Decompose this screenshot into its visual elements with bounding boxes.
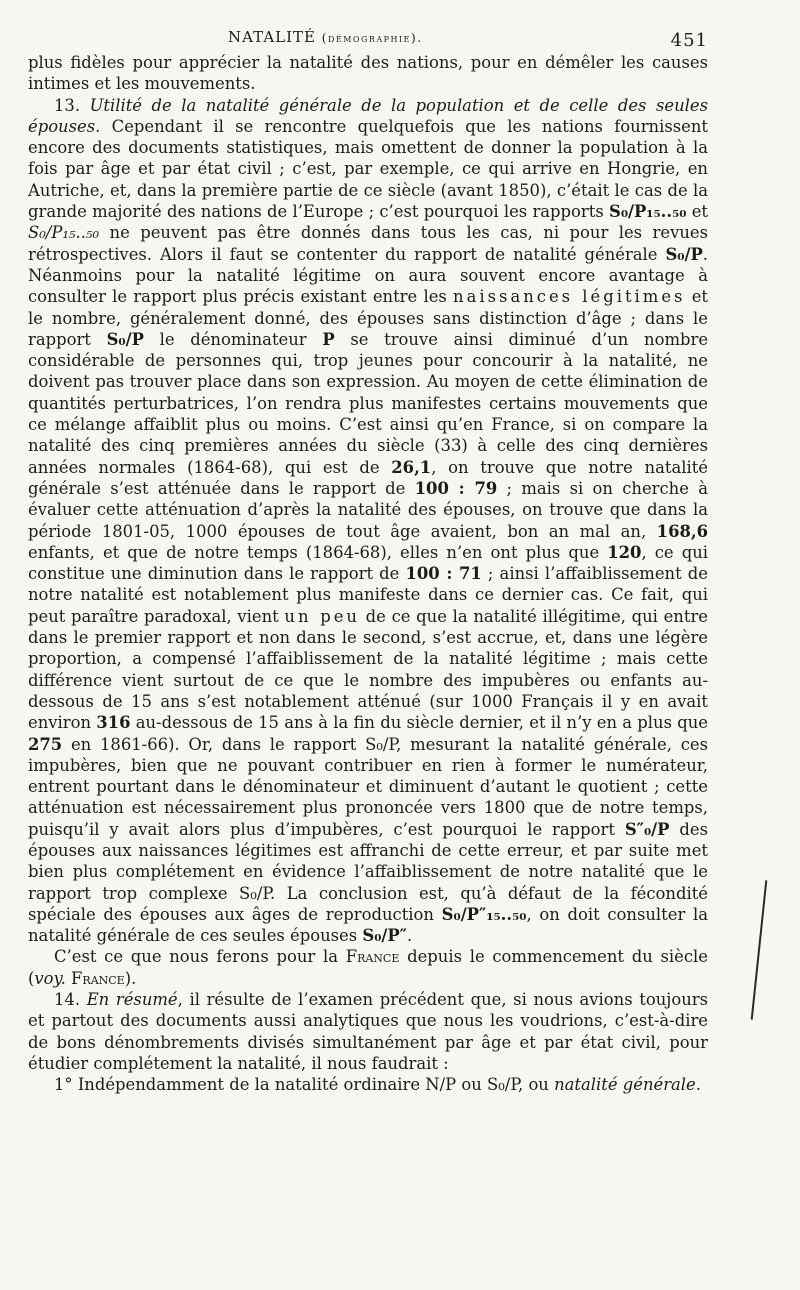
text-run: depuis le commencement du siècle ( (28, 947, 708, 988)
text-run-spaced: un peu (284, 606, 360, 626)
text-run-it: En résumé (86, 990, 178, 1010)
text-run: , on trouve que notre natalité générale s’est atténuée dans le rapport de (28, 457, 709, 498)
text-run: et (686, 202, 708, 222)
text-run-it: natalité générale (554, 1075, 696, 1095)
running-title (228, 28, 423, 46)
text-run: 14. (54, 990, 87, 1010)
running-title-sub: (démographie). (321, 31, 423, 45)
paragraph (28, 95, 708, 947)
text-run: 1° Indépendamment de la natalité ordinaire N/P ou S₀/P, ou (54, 1075, 555, 1095)
text-run: ). (124, 968, 137, 988)
text-run-b: 275 (28, 734, 63, 754)
text-run-it: S₀/P₁₅..₅₀ (28, 223, 100, 243)
paragraph (28, 52, 708, 95)
running-title-main: NATALITÉ (228, 28, 316, 46)
text-run: ne peuvent pas être donnés dans tous les cas, ni pour les revues rétrospectives. Alors il faut se contenter du rapport de natalité générale (28, 223, 708, 264)
text-run-b: 120 (607, 542, 642, 562)
text-run-b: S₀/P (106, 329, 144, 349)
text-run: de ce que la natalité illégitime, qui entre dans le premier rapport et non dans le second, s’est accrue, et, dans une légère proportion, a compensé l’affaiblissement de la natalité légitime ; mais cette différence vient surtout de ce que le nombre des impubères ou enfants au-dessous de 15 ans s’est notablement atténué (sur 1000 Français il y en avait environ (28, 606, 708, 733)
text-run-b: P (322, 329, 335, 349)
text-run-it: voy. (34, 968, 66, 988)
text-run: , on doit consulter la natalité générale de ces seules épouses (28, 904, 708, 946)
text-run-b: 26,1 (391, 457, 432, 477)
margin-pencil-mark (751, 880, 768, 1019)
text-run-it: Utilité de la natalité générale de la population et de celle des seules épouses. (28, 95, 708, 136)
text-run-b: S₀/P″ (362, 926, 408, 946)
text-run: plus fidèles pour apprécier la natalité des nations, pour en démêler les causes intimes et les mouvements. (28, 53, 708, 94)
text-run-b: 168,6 (656, 521, 708, 541)
paragraph (28, 946, 708, 989)
text-run: . (407, 926, 413, 946)
text-run-b: 100 : 71 (405, 564, 482, 584)
text-run: se trouve ainsi diminué d’un nombre considérable de personnes qui, trop jeunes pour concourir à la natalité, ne doivent pas trouver place dans son expression. Au moyen de cette élimination de quantités perturbatrices, l’on rendra plus manifestes certains mouvements que ce mélange affaiblit plus ou moins. C’est ainsi qu’en France, si on compare la natalité des cinq premières années du siècle (33) à celle des cinq dernières années normales (1864-68), qui est de (28, 329, 709, 477)
text-run: , ce qui constitue une diminution dans le rapport de (28, 542, 708, 584)
document-page (28, 10, 708, 1280)
text-run: en 1861-66). Or, dans le rapport S₀/P, mesurant la natalité générale, ces impubères, bien que ne pouvant contribuer en rien à former le numérateur, entrent pourtant dans le dénominateur et diminuent d’autant le quotient ; cette atténuation est nécessairement plus prononcée vers 1800 que de notre temps, puisqu’il y avait alors plus d’impubères, c’est pourquoi le rapport (28, 734, 708, 839)
text-run-b: S₀/P (665, 244, 703, 264)
text-run: des épouses aux naissances légitimes est affranchi de cette erreur, et par suite met bien plus complétement en évidence l’affaiblissement de notre natalité que le rapport trop complexe S₀/P. La conclusion est, qu’à défaut de la fécondité spéciale des épouses aux âges de reproduction (28, 819, 708, 924)
text-run-spaced: naissances légitimes (453, 287, 686, 307)
text-run-sc: France (71, 968, 125, 988)
text-run: le dénominateur (143, 329, 323, 349)
text-run: . (695, 1075, 701, 1095)
paragraph (28, 989, 708, 1074)
text-run: et le nombre, généralement donné, des épouses sans distinction d’âge ; dans le rapport (28, 287, 708, 349)
paragraph (28, 1074, 708, 1095)
text-run: . Néanmoins pour la natalité légitime on aura souvent encore avantage à consulter le rapport plus précis existant entre les (28, 244, 708, 307)
text-run: au-dessous de 15 ans à la fin du siècle dernier, et il n’y en a plus que (130, 713, 708, 733)
running-header (28, 10, 708, 51)
body-text (28, 52, 708, 1096)
text-run-sc: France (345, 947, 400, 967)
text-run: ; mais si on cherche à évaluer cette atténuation d’après la natalité des épouses, on trouve que dans la période 1801-05, 1000 épouses de tout âge avaient, bon an mal an, (28, 478, 708, 541)
text-run: Cependant il se rencontre quelquefois que les nations fournissent encore des documents statistiques, mais omettent de donner la population à la fois par âge et par état civil ; c’est, par exemple, ce qui arrive en Hongrie, en Autriche, et, dans la première partie de ce siècle (avant 1850), c’était le cas de la grande majorité des nations de l’Europe ; c’est pourquoi les rapports (28, 116, 708, 222)
text-run-b: 100 : 79 (414, 478, 498, 498)
text-run: enfants, et que de notre temps (1864-68), elles n’en ont plus que (28, 542, 608, 562)
text-run: ; ainsi l’affaiblissement de notre natalité est notablement plus manifeste dans ce dernier cas. Ce fait, qui peut paraître paradoxal, vient (28, 564, 708, 626)
text-run: C’est ce que nous ferons pour la (54, 947, 346, 967)
text-run-b: S₀/P″₁₅..₅₀ (441, 904, 527, 924)
text-run: 13. (54, 95, 90, 115)
text-run-b: S₀/P₁₅..₅₀ (608, 202, 687, 222)
text-run: , il résulte de l’examen précédent que, si nous avions toujours et partout des documents aussi analytiques que nous les voudrions, c’est-à-dire de bons dénombrements divisés simultanément par âge et par état civil, pour étudier complétement la natalité, il nous faudrait : (28, 990, 709, 1073)
page-number: 451 (670, 30, 708, 51)
text-run-b: S″₀/P (624, 819, 670, 839)
text-run-b: 316 (96, 713, 131, 733)
